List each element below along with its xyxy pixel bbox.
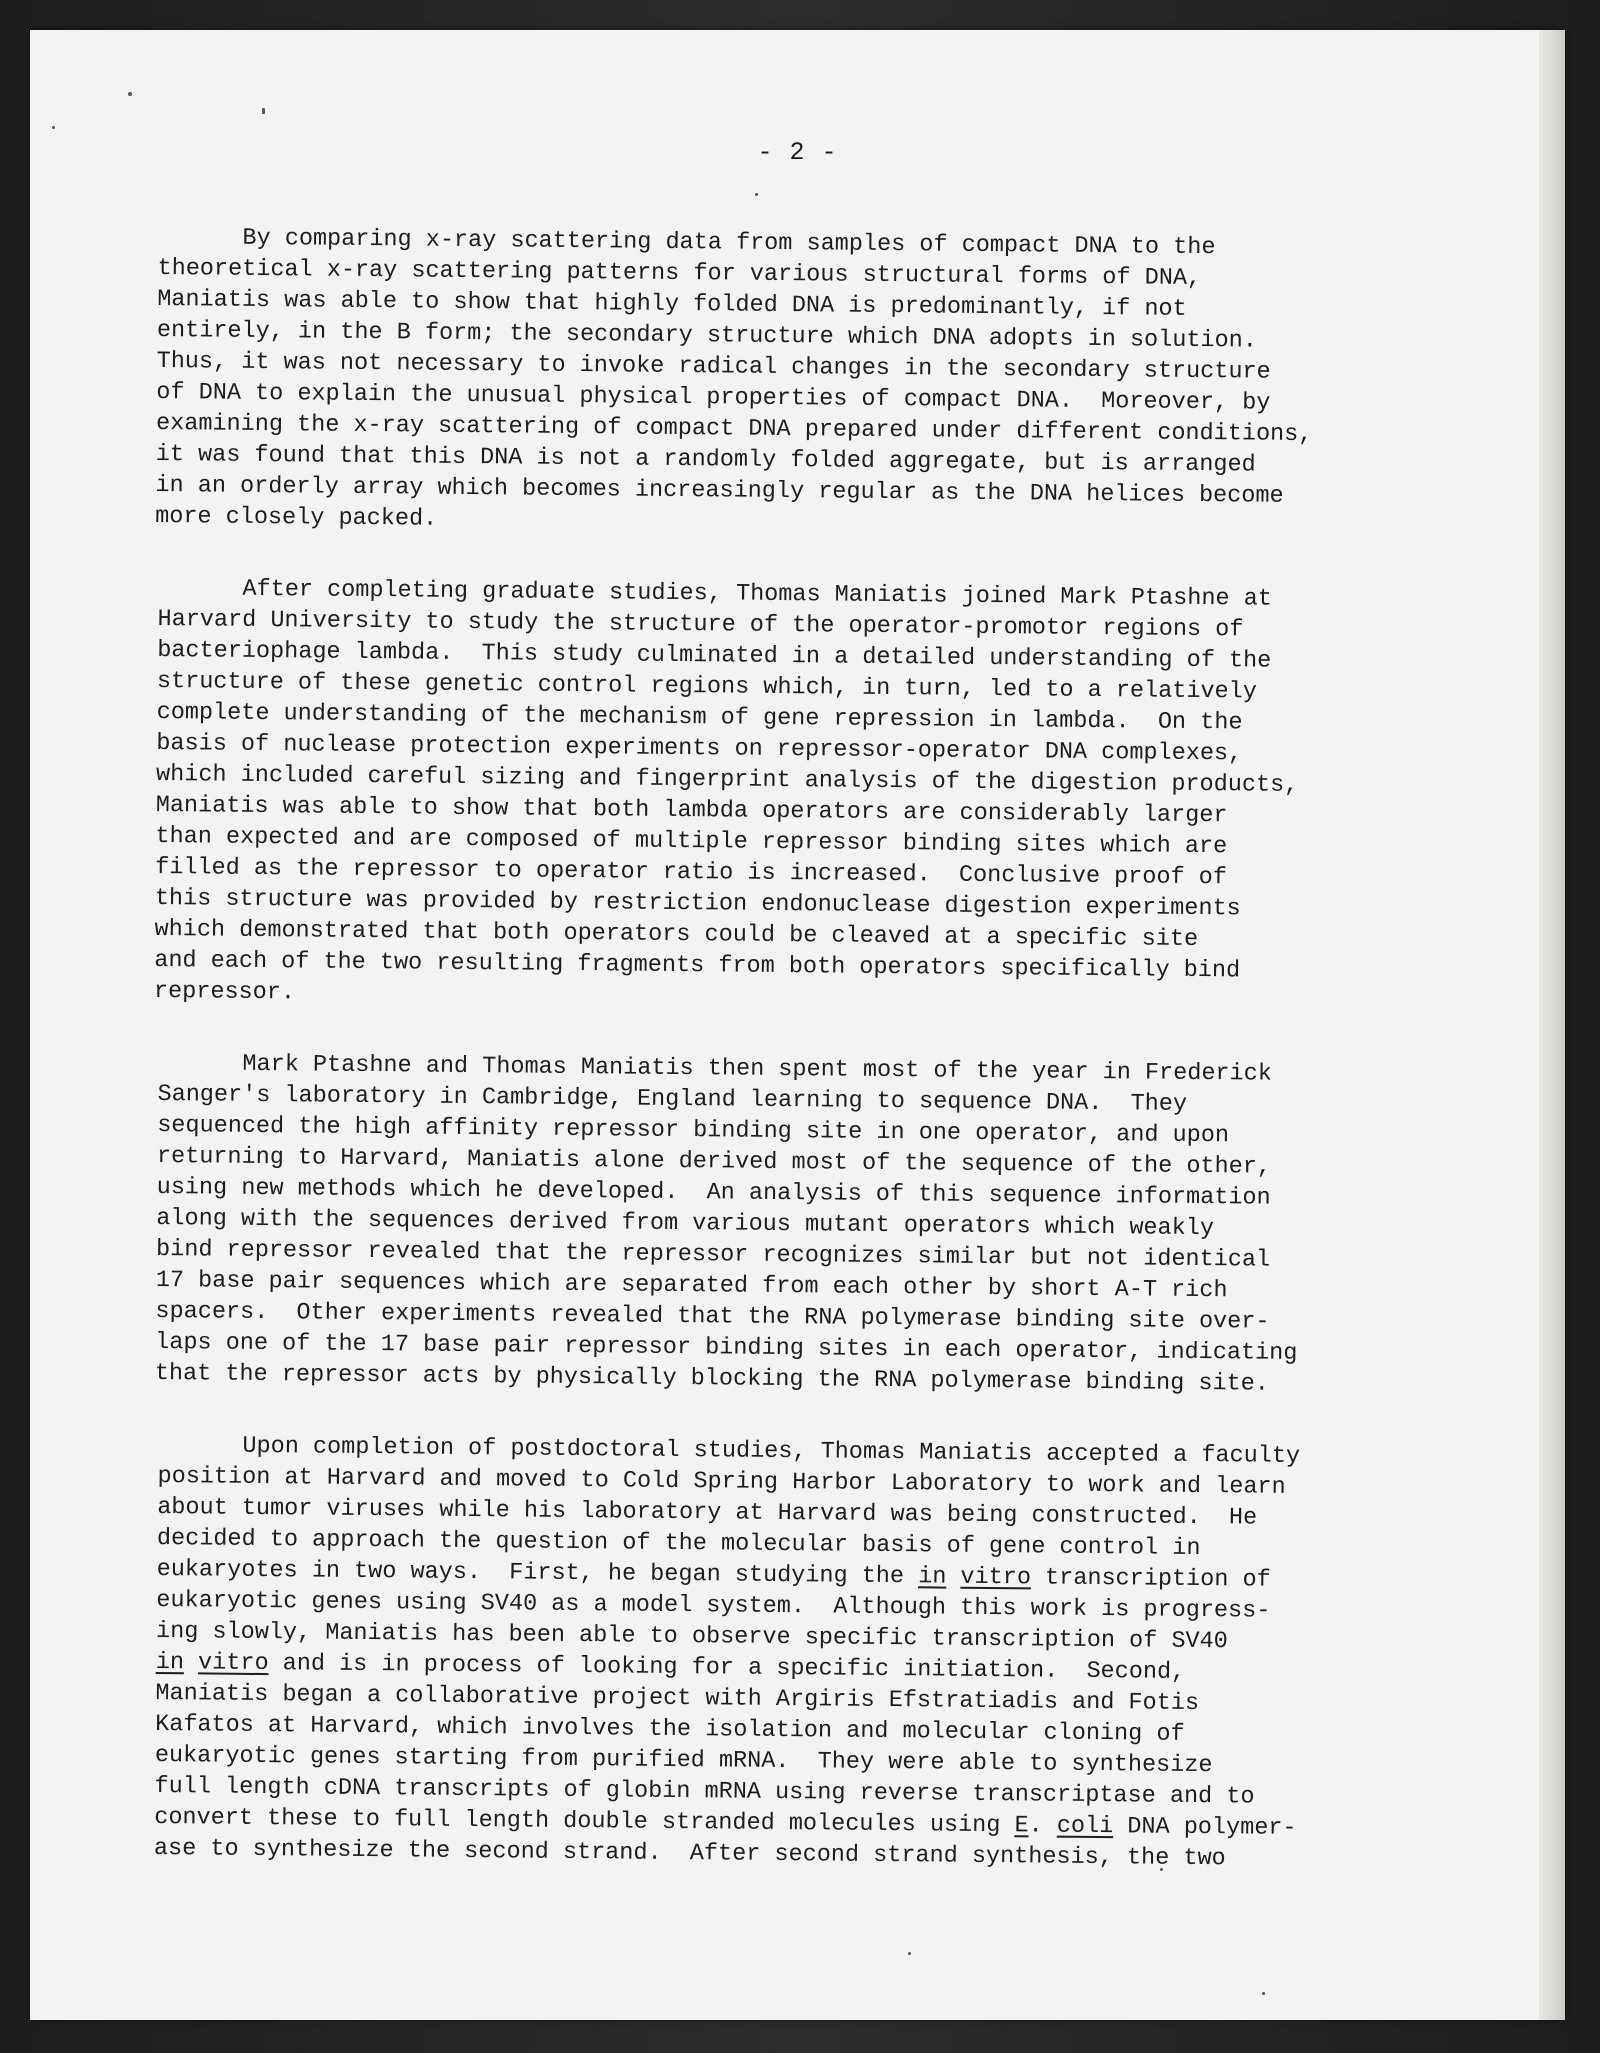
text-line: Maniatis began a collaborative project with Argiris Efstratiadis and Fotis [155,1679,1200,1718]
text-line: using new methods which he developed. An analysis of this sequence information [156,1173,1271,1212]
paragraph-sanger-laboratory [155,1048,1458,1401]
text-line: After completing graduate studies, Thomas Maniatis joined Mark Ptashne at [157,574,1273,613]
text-line: filled as the repressor to operator ratio is increased. Conclusive proof of [155,853,1228,892]
text-line: Upon completion of postdoctoral studies, Thomas Maniatis accepted a faculty [157,1431,1301,1470]
document-body [153,222,1458,1905]
text-line: structure of these genetic control regions which, in turn, led to a relatively [156,667,1258,706]
text-line: in an orderly array which becomes increasingly regular as the DNA helices become [155,471,1284,510]
text-segment [946,1564,960,1591]
text-segment: . [1028,1812,1057,1840]
underlined-term: E [1014,1812,1029,1840]
text-segment: convert these to full length double stranded molecules using [154,1803,1015,1840]
paragraph-postdoctoral [154,1430,1458,1876]
text-line: which demonstrated that both operators could be cleaved at a specific site [154,915,1199,954]
text-line: about tumor viruses while his laboratory at Harvard was being constructed. He [157,1493,1258,1532]
text-line: this structure was provided by restriction endonuclease digestion experiments [154,884,1241,923]
text-line: Thus, it was not necessary to invoke radical changes in the secondary structure [156,347,1271,386]
text-segment: DNA polymer- [1113,1813,1297,1842]
text-line: along with the sequences derived from various mutant operators which weakly [156,1204,1215,1243]
speck [1262,1992,1265,1995]
speck [262,108,265,114]
text-line: bind repressor revealed that the repressor recognizes similar but not identical [155,1235,1271,1274]
text-line: which included careful sizing and fingerprint analysis of the digestion products, [155,760,1299,799]
text-line: examining the x-ray scattering of compact DNA prepared under different conditions, [155,409,1313,449]
text-line: position at Harvard and moved to Cold Spring Harbor Laboratory to work and learn [157,1462,1286,1501]
text-segment: and is in process of looking for a specific initiation. Second, [268,1650,1186,1686]
text-line: decided to approach the question of the molecular basis of gene control in [156,1524,1201,1563]
text-line: returning to Harvard, Maniatis alone derived most of the sequence of the other, [156,1142,1272,1181]
text-line: repressor. [153,977,296,1007]
text-line: By comparing x-ray scattering data from samples of compact DNA to the [157,223,1216,262]
text-line: 17 base pair sequences which are separated from each other by short A-T rich [155,1266,1228,1305]
text-line: and each of the two resulting fragments from both operators specifically bind [154,946,1241,985]
text-line: spacers. Other experiments revealed that the RNA polymerase binding site over- [155,1297,1270,1336]
text-line: it was found that this DNA is not a randomly folded aggregate, but is arranged [155,440,1256,479]
text-line: eukaryotic genes starting from purified mRNA. They were able to synthesize [154,1741,1213,1780]
speck [755,193,758,196]
text-line: entirely, in the B form; the secondary structure which DNA adopts in solution. [156,316,1258,355]
text-segment [184,1649,198,1676]
text-line: complete understanding of the mechanism of gene repression in lambda. On the [156,698,1243,737]
underlined-term: vitro [960,1563,1032,1592]
text-line: sequenced the high affinity repressor binding site in one operator, and upon [157,1111,1230,1150]
underlined-term: coli [1056,1812,1114,1841]
text-line: laps one of the 17 base pair repressor binding sites in each operator, indicating [155,1328,1298,1367]
text-line: eukaryotic genes using SV40 as a model system. Although this work is progress- [156,1586,1271,1625]
text-line: than expected and are composed of multiple repressor binding sites which are [155,822,1228,861]
text-line: Maniatis was able to show that highly folded DNA is predominantly, if not [157,285,1187,323]
text-segment: transcription of [1030,1564,1271,1594]
text-line: ing slowly, Maniatis has been able to observe specific transcription of SV40 [155,1617,1228,1656]
underlined-term: in [155,1648,185,1677]
speck [52,126,55,129]
text-line: bacteriophage lambda. This study culminated in a detailed understanding of the [157,636,1272,675]
text-segment: eukaryotes in two ways. First, he began studying the [156,1555,919,1591]
text-line: that the repressor acts by physically blocking the RNA polymerase binding site. [154,1359,1270,1398]
text-line: more closely packed. [155,502,438,533]
speck [908,1952,911,1955]
text-line: basis of nuclease protection experiments on repressor-operator DNA complexes, [156,729,1243,768]
paragraph-graduate-studies [154,573,1458,1019]
paragraph-xray [155,222,1458,544]
page-number: - 2 - [757,138,838,167]
paper-edge [1539,30,1565,2020]
text-line: Kafatos at Harvard, which involves the isolation and molecular cloning of [155,1710,1185,1748]
text-line: ase to synthesize the second strand. After second strand synthesis, the two [153,1834,1226,1873]
text-line: of DNA to explain the unusual physical properties of compact DNA. Moreover, by [156,378,1271,417]
text-line: full length cDNA transcripts of globin mRNA using reverse transcriptase and to [154,1772,1255,1811]
underlined-term: vitro [197,1649,269,1678]
speck [128,92,132,96]
text-line: Mark Ptashne and Thomas Maniatis then spent most of the year in Frederick [157,1049,1273,1088]
text-line: Sanger's laboratory in Cambridge, England learning to sequence DNA. They [157,1080,1188,1118]
text-line: theoretical x-ray scattering patterns for various structural forms of DNA, [157,254,1202,293]
underlined-term: in [918,1563,947,1591]
text-line: Harvard University to study the structure of the operator-promotor regions of [157,605,1244,644]
text-line: Maniatis was able to show that both lambda operators are considerably larger [155,791,1228,830]
